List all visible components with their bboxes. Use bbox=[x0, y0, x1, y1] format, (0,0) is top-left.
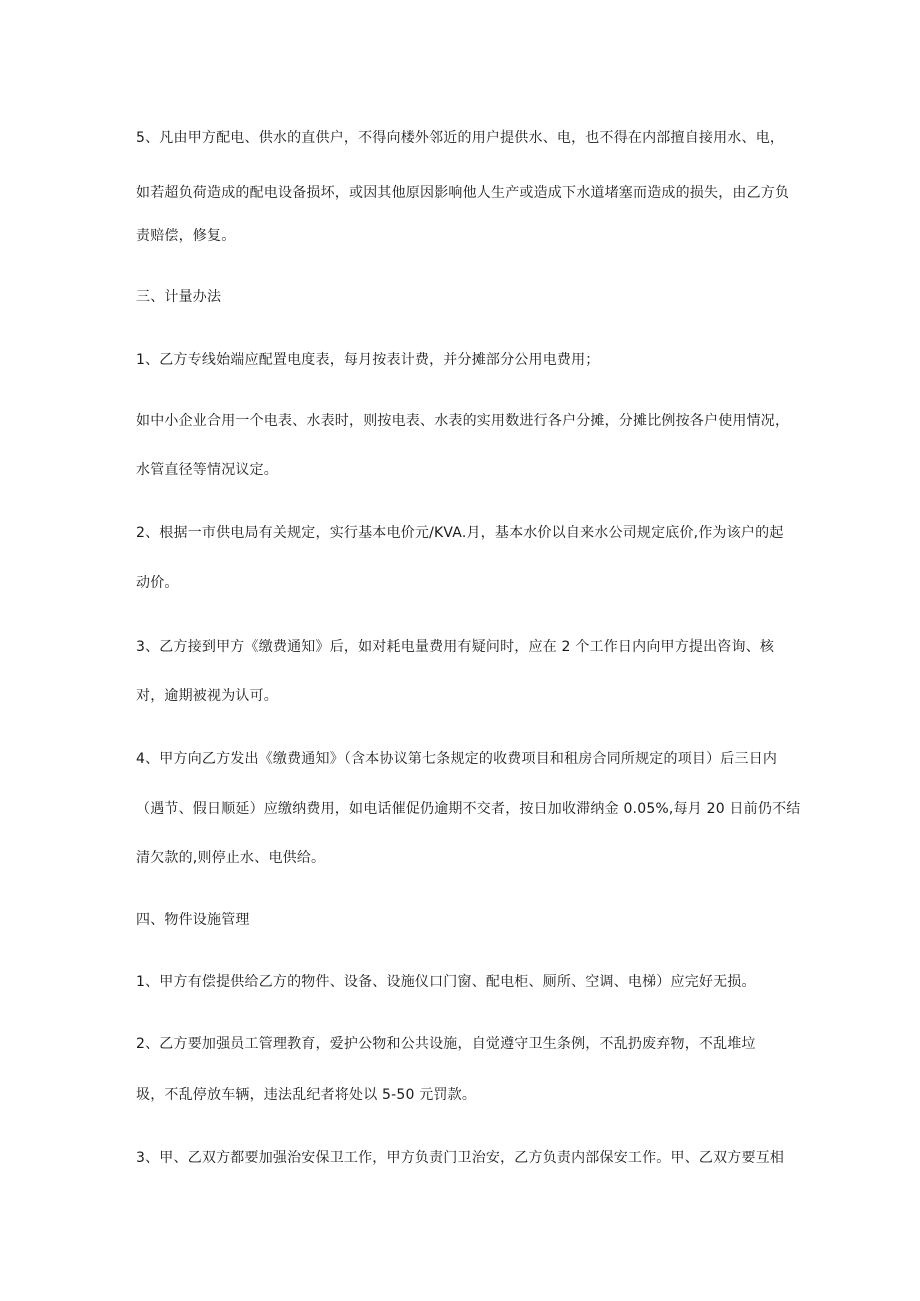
paragraph-line: 水管直径等情况议定。 bbox=[136, 462, 278, 478]
paragraph-line: 2、乙方要加强员工管理教育，爱护公物和公共设施，自觉遵守卫生条例，不乱扔废弃物，不乱堆垃 bbox=[136, 1036, 756, 1052]
paragraph-line: 清欠款的,则停止水、电供给。 bbox=[136, 850, 326, 866]
paragraph-line: 1、甲方有偿提供给乙方的物件、设备、设施仪口门窗、配电柜、厕所、空调、电梯）应完好无损。 bbox=[136, 974, 756, 990]
paragraph-line: 如若超负荷造成的配电设备损坏，或因其他原因影响他人生产或造成下水道堵塞而造成的损失，由乙方负 bbox=[136, 185, 790, 201]
paragraph-line: 责赔偿，修复。 bbox=[136, 228, 236, 244]
paragraph-line: 如中小企业合用一个电表、水表时，则按电表、水表的实用数进行各户分摊，分摊比例按各户使用情况， bbox=[136, 413, 790, 429]
paragraph-line: 圾，不乱停放车辆，违法乱纪者将处以 5-50 元罚款。 bbox=[136, 1087, 477, 1103]
paragraph-line: 1、乙方专线始端应配置电度表，每月按表计费，并分摊部分公用电费用； bbox=[136, 352, 600, 368]
section-heading: 四、物件设施管理 bbox=[136, 912, 250, 928]
paragraph-line: （遇节、假日顺延）应缴纳费用，如电话催促仍逾期不交者，按日加收滞纳金 0.05%,每月 20 日前仍不结 bbox=[136, 801, 801, 817]
paragraph-line: 4、甲方向乙方发出《缴费通知》（含本协议第七条规定的收费项目和租房合同所规定的项目）后三日内 bbox=[136, 751, 778, 767]
paragraph-line: 动价。 bbox=[136, 575, 179, 591]
paragraph-line: 5、凡由甲方配电、供水的直供户，不得向楼外邻近的用户提供水、电，也不得在内部擅自接用水、电， bbox=[136, 130, 785, 146]
section-heading: 三、计量办法 bbox=[136, 289, 222, 305]
paragraph-line: 3、甲、乙双方都要加强治安保卫工作，甲方负责门卫治安，乙方负责内部保安工作。甲、乙双方要互相 bbox=[136, 1150, 785, 1166]
paragraph-line: 3、乙方接到甲方《缴费通知》后，如对耗电量费用有疑问时，应在 2 个工作日内向甲方提出咨询、核 bbox=[136, 639, 775, 655]
paragraph-line: 对，逾期被视为认可。 bbox=[136, 688, 278, 704]
paragraph-line: 2、根据一市供电局有关规定，实行基本电价元/KVA.月，基本水价以自来水公司规定底价,作为该户的起 bbox=[136, 525, 784, 541]
